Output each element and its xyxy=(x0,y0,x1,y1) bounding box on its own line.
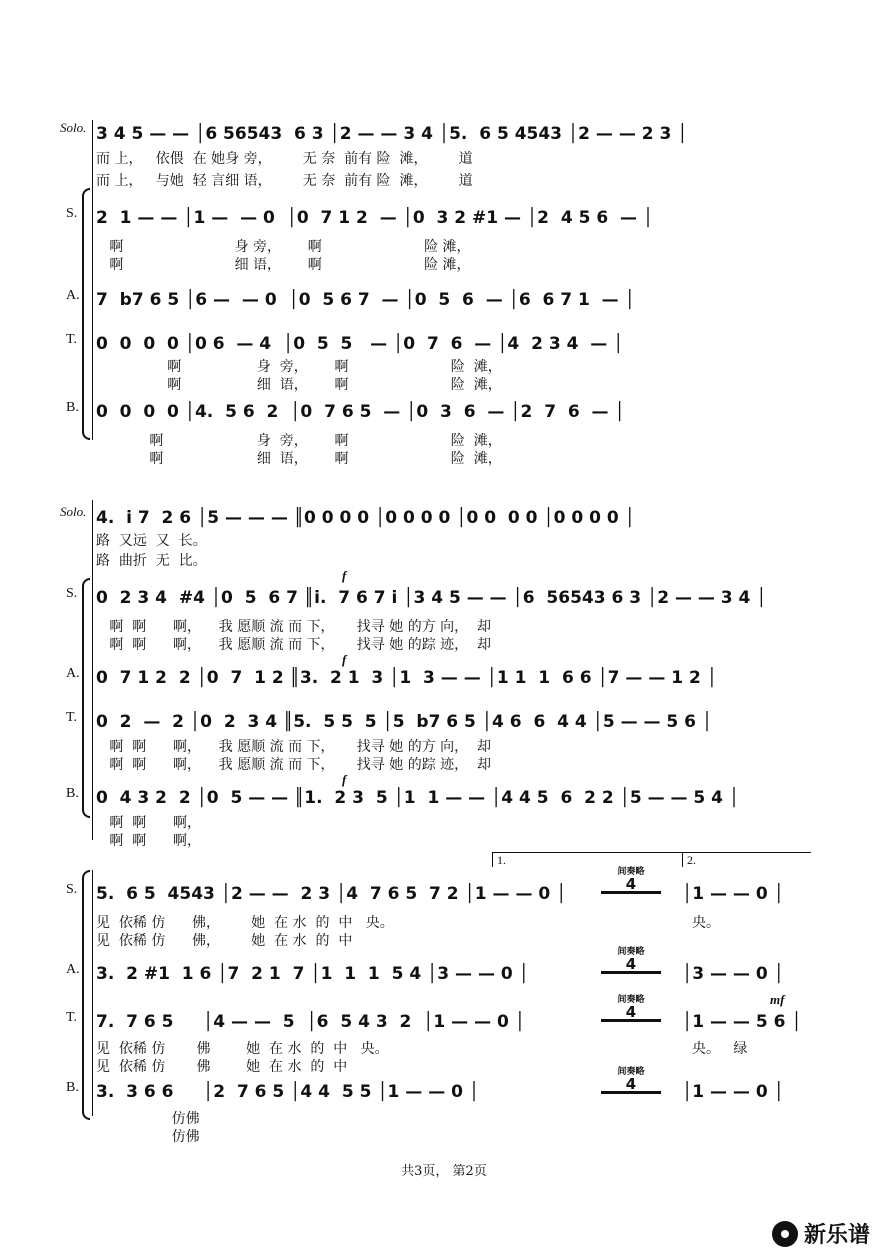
volta-2-label: 2. xyxy=(687,853,696,867)
bass-lyric-verse2: 啊 细 语， 啊 险 滩， xyxy=(96,451,502,467)
solo-lyric-verse1: 而 上， 依偎 在 她身 旁， 无 奈 前有 险 滩， 道 xyxy=(96,151,473,167)
system-1 xyxy=(0,110,888,467)
dynamic-mezzo-forte: mf xyxy=(770,992,785,1007)
soprano-lyric-verse1: 啊 啊 啊， 我 愿顺 流 而 下， 找寻 她 的方 向， 却 xyxy=(96,619,492,635)
bass-lyric-verse1: 啊 啊 啊， xyxy=(96,815,201,831)
solo-notes: 3 4 5 — — │6 56543 6 3 │2 — — 3 4 │5. 6 5 4543 │2 — — 2 3 │ xyxy=(96,124,688,144)
vinyl-disc-icon xyxy=(772,1221,798,1247)
tenor-notes: 0 0 0 0 │0 6 — 4 │0 5 5 — │0 7 6 — │4 2 3 4 — │ xyxy=(96,334,624,354)
tenor-label: T. xyxy=(66,332,78,347)
soprano-lyric-verse1: 啊 身 旁， 啊 险 滩， xyxy=(96,239,471,255)
soprano-label: S. xyxy=(66,206,78,221)
interlude-rest-soprano: 间奏略 4 xyxy=(598,864,664,894)
tenor-lyric-ending2: 央。 绿 xyxy=(692,1041,748,1057)
solo-notes: 4. i 7 2 6 │5 — — — ║0 0 0 0 │0 0 0 0 │0 0 0 0 │0 0 0 0 │ xyxy=(96,508,635,528)
volta-1-label: 1. xyxy=(497,853,506,867)
soprano-lyric-verse2: 见 依稀 仿 佛， 她 在 水 的 中 xyxy=(96,933,353,949)
tenor-lyric-verse1: 见 依稀 仿 佛 她 在 水 的 中 央。 xyxy=(96,1041,389,1057)
bass-lyric-verse2: 仿佛 xyxy=(96,1129,200,1145)
alto-label: A. xyxy=(66,666,80,681)
bass-lyric-verse1: 仿佛 xyxy=(96,1111,200,1127)
solo-lyric-verse2: 而 上， 与她 轻 言细 语， 无 奈 前有 险 滩， 道 xyxy=(96,173,473,189)
alto-notes: 7 b7 6 5 │6 — — 0 │0 5 6 7 — │0 5 6 — │6 6 7 1 — │ xyxy=(96,290,635,310)
soprano-label: S. xyxy=(66,882,78,897)
tenor-lyric-verse1: 啊 啊 啊， 我 愿顺 流 而 下， 找寻 她 的方 向， 却 xyxy=(96,739,492,755)
tenor-lyric-verse1: 啊 身 旁， 啊 险 滩， xyxy=(96,359,502,375)
alto-notes: 3. 2 #1 1 6 │7 2 1 7 │1 1 1 5 4 │3 — — 0 │ xyxy=(96,964,529,984)
logo-text: 新乐谱 xyxy=(803,1223,870,1248)
tenor-lyric-verse2: 啊 细 语， 啊 险 滩， xyxy=(96,377,502,393)
choir-brace xyxy=(82,578,90,818)
bass-label: B. xyxy=(66,786,79,801)
bass-label: B. xyxy=(66,400,79,415)
interlude-rest-bass: 间奏略 4 xyxy=(598,1064,664,1094)
tenor-lyric-verse2: 见 依稀 仿 佛 她 在 水 的 中 xyxy=(96,1059,348,1075)
bass-notes: 0 0 0 0 │4. 5 6 2 │0 7 6 5 — │0 3 6 — │2 7 6 — │ xyxy=(96,402,625,422)
volta-2-bracket xyxy=(682,852,811,867)
alto-notes: 0 7 1 2 2 │0 7 1 2 ║3. 2 1 3 │1 3 — — │1 1 1 6 6 │7 — — 1 2 │ xyxy=(96,668,717,688)
system-2 xyxy=(0,500,888,849)
page-info: 共3页， 第2页 xyxy=(401,1164,487,1179)
dynamic-forte: f xyxy=(342,568,347,583)
tenor-lyric-verse2: 啊 啊 啊， 我 愿顺 流 而 下， 找寻 她 的踪 迹， 却 xyxy=(96,757,492,773)
bass-label: B. xyxy=(66,1080,79,1095)
bass-notes: 0 4 3 2 2 │0 5 — — ║1. 2 3 5 │1 1 — — │4 4 5 6 2 2 │5 — — 5 4 │ xyxy=(96,788,740,808)
solo-label: Solo. xyxy=(60,120,87,135)
interlude-rest-tenor: 间奏略 4 xyxy=(598,992,664,1022)
soprano-notes: 0 2 3 4 #4 │0 5 6 7 ║i. 7 6 7 i │3 4 5 — — │6 56543 6 3 │2 — — 3 4 │ xyxy=(96,588,767,608)
bass-notes: 3. 3 6 6 │2 7 6 5 │4 4 5 5 │1 — — 0 │ xyxy=(96,1082,480,1102)
soprano-lyric-verse2: 啊 细 语， 啊 险 滩， xyxy=(96,257,471,273)
soprano-label: S. xyxy=(66,586,78,601)
alto-label: A. xyxy=(66,288,80,303)
bass-lyric-verse2: 啊 啊 啊， xyxy=(96,833,201,849)
alto-label: A. xyxy=(66,962,80,977)
alto-notes-ending2: │3 — — 0 │ xyxy=(682,964,784,984)
dynamic-forte: f xyxy=(342,772,347,787)
solo-label: Solo. xyxy=(60,504,87,519)
tenor-notes-ending2: │1 — — 5 6 │ xyxy=(682,1012,802,1032)
soprano-notes: 2 1 — — │1 — — 0 │0 7 1 2 — │0 3 2 #1 — │2 4 5 6 — │ xyxy=(96,208,654,228)
soprano-notes: 5. 6 5 4543 │2 — — 2 3 │4 7 6 5 7 2 │1 — — 0 │ xyxy=(96,884,567,904)
interlude-rest-alto: 间奏略 4 xyxy=(598,944,664,974)
soprano-lyric-verse1: 见 依稀 仿 佛， 她 在 水 的 中 央。 xyxy=(96,915,394,931)
site-logo xyxy=(772,1218,870,1249)
soprano-lyric-ending2: 央。 xyxy=(692,915,720,931)
bass-notes-ending2: │1 — — 0 │ xyxy=(682,1082,784,1102)
bass-lyric-verse1: 啊 身 旁， 啊 险 滩， xyxy=(96,433,502,449)
tenor-label: T. xyxy=(66,1010,78,1025)
soprano-notes-ending2: │1 — — 0 │ xyxy=(682,884,784,904)
solo-lyric-verse1: 路 又远 又 长。 xyxy=(96,533,207,549)
tenor-notes: 7. 7 6 5 │4 — — 5 │6 5 4 3 2 │1 — — 0 │ xyxy=(96,1012,525,1032)
dynamic-forte: f xyxy=(342,652,347,667)
tenor-notes: 0 2 — 2 │0 2 3 4 ║5. 5 5 5 │5 b7 6 5 │4 6 6 4 4 │5 — — 5 6 │ xyxy=(96,712,713,732)
tenor-label: T. xyxy=(66,710,78,725)
solo-lyric-verse2: 路 曲折 无 比。 xyxy=(96,553,207,569)
soprano-lyric-verse2: 啊 啊 啊， 我 愿顺 流 而 下， 找寻 她 的踪 迹， 却 xyxy=(96,637,492,653)
system-3 xyxy=(0,850,888,1150)
